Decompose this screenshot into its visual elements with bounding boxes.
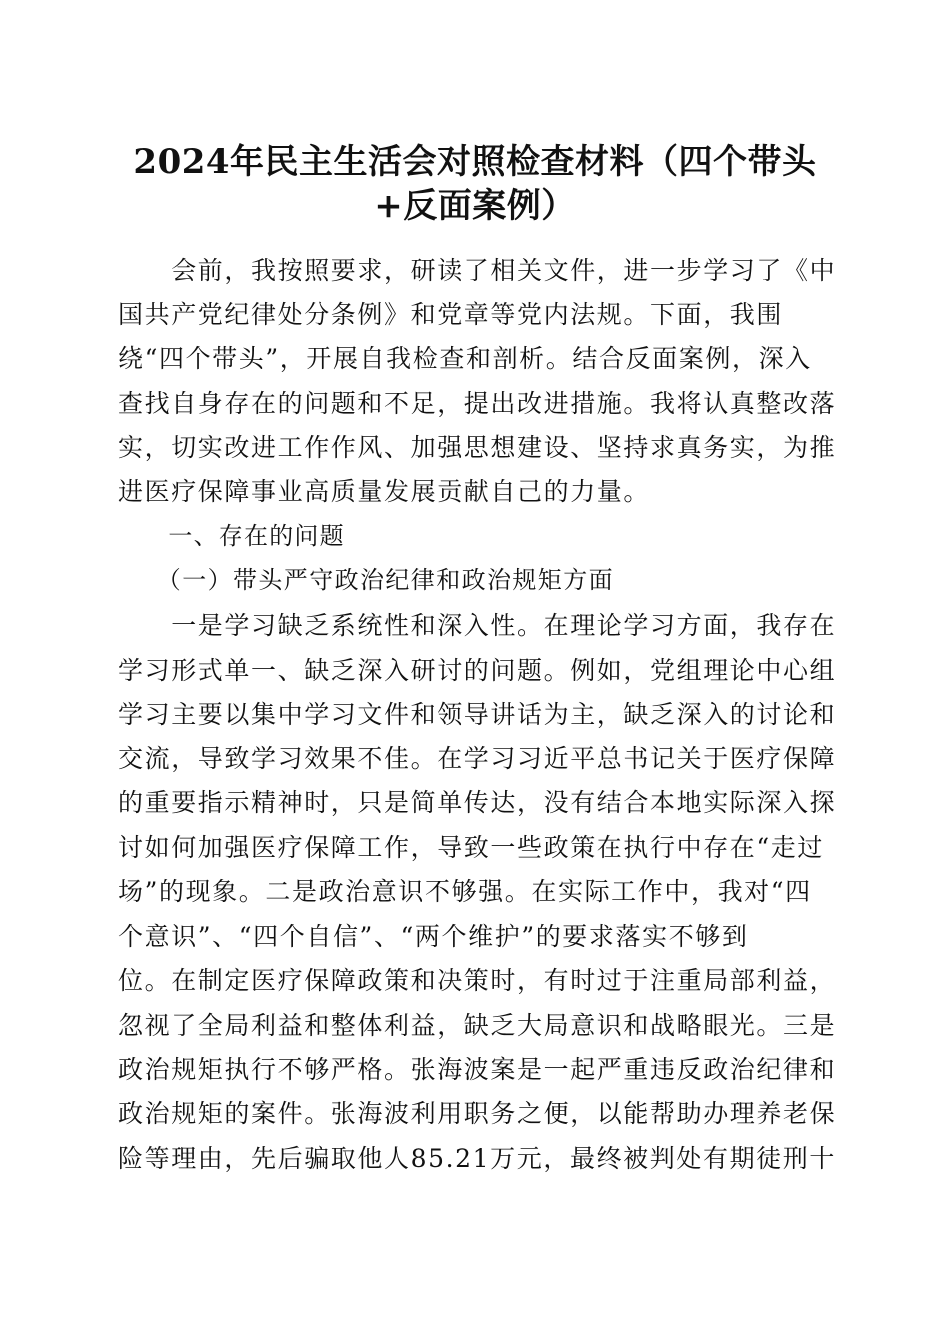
paragraph-line: 查找自身存在的问题和不足，提出改进措施。我将认真整改落 [118, 389, 837, 418]
paragraph-line: 交流，导致学习效果不佳。在学习习近平总书记关于医疗保障 [118, 744, 837, 773]
paragraph-line: 一是学习缺乏系统性和深入性。在理论学习方面，我存在 [118, 611, 837, 640]
paragraph-line: 政治规矩执行不够严格。张海波案是一起严重违反政治纪律和 [118, 1055, 837, 1084]
document-title-line-2: +反面案例） [374, 186, 576, 226]
paragraph-line: 位。在制定医疗保障政策和决策时，有时过于注重局部利益， [118, 966, 837, 995]
document-title-line-1: 2024年民主生活会对照检查材料（四个带头 [133, 142, 817, 182]
paragraph-line: 进医疗保障事业高质量发展贡献自己的力量。 [118, 477, 651, 506]
paragraph-line: 学习形式单一、缺乏深入研讨的问题。例如，党组理论中心组 [118, 656, 837, 685]
paragraph-line: 讨如何加强医疗保障工作，导致一些政策在执行中存在“走过 [118, 833, 824, 862]
paragraph-line: 实，切实改进工作作风、加强思想建设、坚持求真务实，为推 [118, 433, 837, 462]
paragraph-line: 政治规矩的案件。张海波利用职务之便，以能帮助办理养老保 [118, 1099, 837, 1128]
paragraph-line: 的重要指示精神时，只是简单传达，没有结合本地实际深入探 [118, 788, 837, 817]
paragraph-line: 国共产党纪律处分条例》和党章等党内法规。下面，我围 [118, 300, 784, 329]
subsection-heading: （一）带头严守政治纪律和政治规矩方面 [118, 566, 614, 594]
section-heading: 一、存在的问题 [118, 522, 345, 550]
paragraph-line: 学习主要以集中学习文件和领导讲话为主，缺乏深入的讨论和 [118, 700, 837, 729]
paragraph-line: 场”的现象。二是政治意识不够强。在实际工作中，我对“四 [118, 877, 812, 906]
paragraph-line: 会前，我按照要求，研读了相关文件，进一步学习了《中 [118, 256, 837, 285]
paragraph-line: 险等理由，先后骗取他人85.21万元，最终被判处有期徒刑十 [118, 1144, 836, 1173]
paragraph-line: 忽视了全局利益和整体利益，缺乏大局意识和战略眼光。三是 [118, 1011, 837, 1040]
paragraph-line: 绕“四个带头”，开展自我检查和剖析。结合反面案例，深入 [118, 344, 812, 373]
paragraph-line: 个意识”、“四个自信”、“两个维护”的要求落实不够到 [118, 922, 749, 951]
